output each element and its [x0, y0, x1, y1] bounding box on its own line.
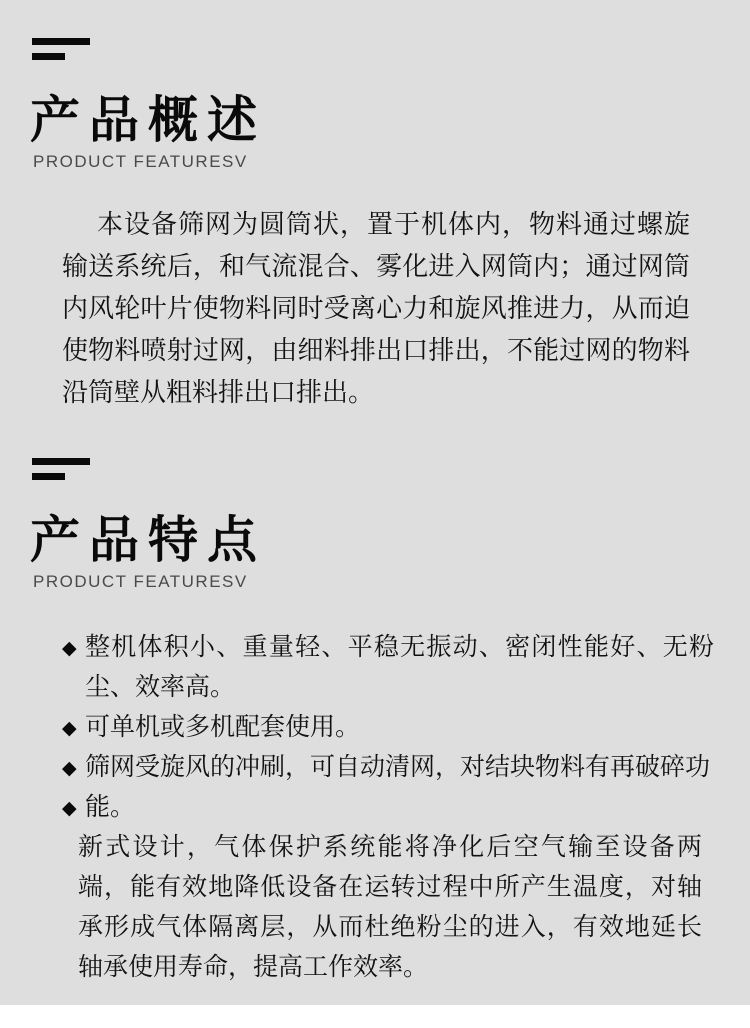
feature-item: [62, 748, 714, 788]
feature-list: [62, 628, 714, 828]
feature-item: [62, 628, 714, 708]
feature-text: 筛网受旋风的冲刷，可自动清网，对结块物料有再破碎功: [85, 754, 711, 781]
bar-short: [32, 473, 65, 480]
diamond-bullet-icon: ◆: [62, 797, 77, 819]
diamond-bullet-icon: ◆: [62, 757, 77, 779]
overview-paragraph: 本设备筛网为圆筒状，置于机体内，物料通过螺旋输送系统后，和气流混合、雾化进入网筒内；通过网筒内风轮叶片使物料同时受离心力和旋风推进力，从而迫使物料喷射过网，由细料排出口排出，不能过网的物料沿筒壁从粗料排出口排出。: [62, 210, 690, 407]
section-features: [0, 458, 750, 988]
closing-paragraph: 新式设计，气体保护系统能将净化后空气输至设备两端，能有效地降低设备在运转过程中所产生温度，对轴承形成气体隔离层，从而杜绝粉尘的进入，有效地延长轴承使用寿命，提高工作效率。: [78, 834, 702, 981]
diamond-bullet-icon: ◆: [62, 637, 77, 659]
bar-long: [32, 458, 90, 465]
feature-item: [62, 708, 714, 748]
feature-text: 能。: [85, 794, 136, 821]
overview-title: 产品概述: [30, 92, 266, 148]
feature-item: [62, 788, 714, 828]
section-overview: [0, 38, 750, 414]
overview-subtitle: PRODUCT FEATURESV: [33, 152, 248, 171]
bar-long: [32, 38, 90, 45]
features-title: 产品特点: [30, 512, 266, 568]
double-bars-icon: [32, 458, 750, 480]
footer-strip: [0, 1005, 750, 1028]
feature-text: 整机体积小、重量轻、平稳无振动、密闭性能好、无粉尘、效率高。: [85, 634, 714, 701]
bar-short: [32, 53, 65, 60]
double-bars-icon: [32, 38, 750, 60]
diamond-bullet-icon: ◆: [62, 717, 77, 739]
features-subtitle: PRODUCT FEATURESV: [33, 572, 248, 591]
feature-text: 可单机或多机配套使用。: [85, 714, 361, 741]
